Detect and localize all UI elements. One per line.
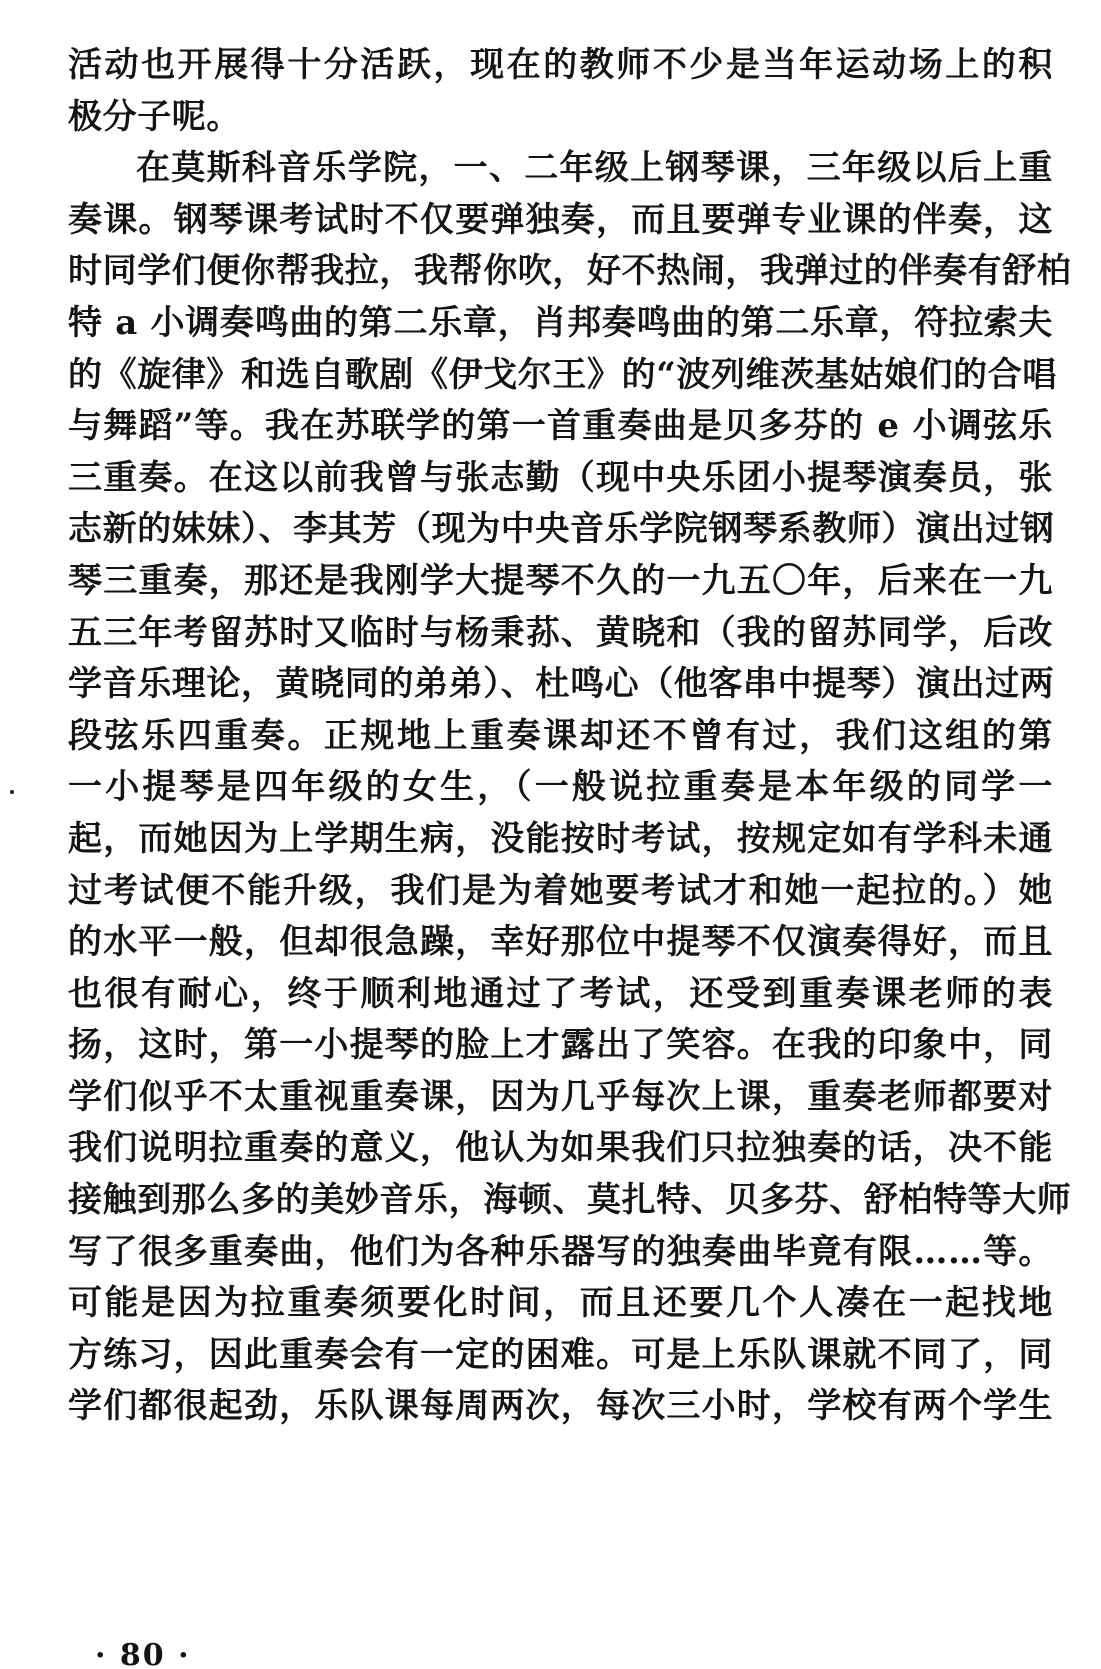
text-line-7: 的《旋律》和选自歌剧《伊戈尔王》的“波列维茨基姑娘们的合唱 (68, 354, 1057, 395)
text-line-8: 与舞蹈”等。我在苏联学的第一首重奏曲是贝多芬的 e 小调弦乐 (68, 406, 1053, 447)
text-line-27: 学们都很起劲，乐队课每周两次，每次三小时，学校有两个学生 (68, 1386, 1053, 1427)
text-line-25: 可能是因为拉重奏须要化时间，而且还要几个人凑在一起找地 (68, 1283, 1053, 1324)
text-line-15: 一小提琴是四年级的女生，（一般说拉重奏是本年级的同学一 (68, 767, 1053, 808)
text-line-24: 写了很多重奏曲，他们为各种乐器写的独奏曲毕竟有限……等。 (68, 1231, 1053, 1272)
text-line-22: 我们说明拉重奏的意义，他认为如果我们只拉独奏的话，决不能 (68, 1128, 1053, 1169)
text-line-11: 琴三重奏，那还是我刚学大提琴不久的一九五〇年，后来在一九 (68, 560, 1053, 601)
text-line-13: 学音乐理论，黄晓同的弟弟）、杜鸣心（他客串中提琴）演出过两 (68, 664, 1055, 705)
text-line-3: 在莫斯科音乐学院，一、二年级上钢琴课，三年级以后上重 (136, 148, 1053, 189)
text-line-1: 活动也开展得十分活跃，现在的教师不少是当年运动场上的积 (68, 45, 1053, 85)
text-line-23: 接触到那么多的美妙音乐，海顿、莫扎特、贝多芬、舒柏特等大师 (68, 1180, 1072, 1221)
text-line-16: 起，而她因为上学期生病，没能按时考试，按规定如有学科未通 (68, 818, 1053, 859)
page-number: · 80 · (95, 1638, 191, 1669)
text-line-2: 极分子呢。 (68, 96, 241, 137)
text-line-19: 也很有耐心，终于顺利地通过了考试，还受到重奏课老师的表 (68, 973, 1053, 1014)
text-line-26: 方练习，因此重奏会有一定的困难。可是上乐队课就不同了，同 (68, 1334, 1053, 1375)
text-line-9: 三重奏。在这以前我曾与张志勤（现中央乐团小提琴演奏员，张 (68, 457, 1053, 498)
text-line-17: 过考试便不能升级，我们是为着她要考试才和她一起拉的。）她 (68, 870, 1053, 911)
text-line-6: 特 a 小调奏鸣曲的第二乐章，肖邦奏鸣曲的第二乐章，符拉索夫 (68, 302, 1053, 343)
text-line-4: 奏课。钢琴课考试时不仅要弹独奏，而且要弹专业课的伴奏，这 (68, 199, 1053, 240)
text-line-14: 段弦乐四重奏。正规地上重奏课却还不曾有过，我们这组的第 (68, 715, 1053, 756)
text-line-12: 五三年考留苏时又临时与杨秉荪、黄晓和（我的留苏同学，后改 (68, 612, 1053, 653)
body-text (68, 40, 1072, 1433)
scan-speck (10, 790, 14, 794)
text-line-5: 时同学们便你帮我拉，我帮你吹，好不热闹，我弹过的伴奏有舒柏 (68, 251, 1072, 292)
text-line-20: 扬，这时，第一小提琴的脸上才露出了笑容。在我的印象中，同 (68, 1025, 1053, 1066)
text-line-18: 的水平一般，但却很急躁，幸好那位中提琴不仅演奏得好，而且 (68, 922, 1053, 963)
text-line-21: 学们似乎不太重视重奏课，因为几乎每次上课，重奏老师都要对 (68, 1076, 1053, 1117)
text-line-10: 志新的妹妹）、李其芳（现为中央音乐学院钢琴系教师）演出过钢 (68, 509, 1055, 550)
